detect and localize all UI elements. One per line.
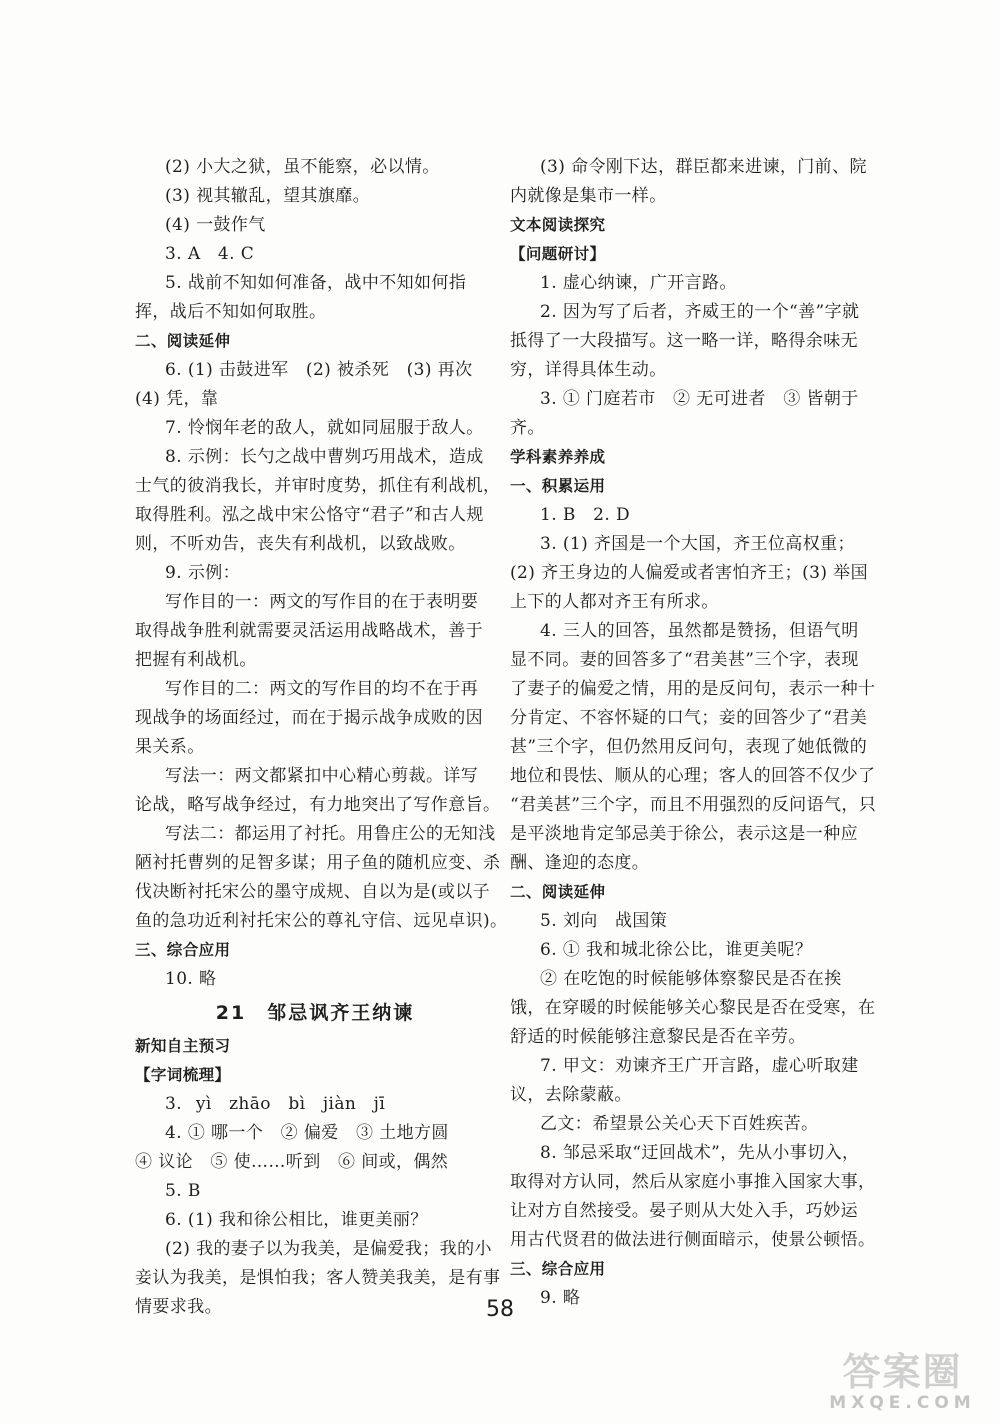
text-line: 4. 三人的回答，虽然都是赞扬，但语气明: [540, 621, 859, 641]
text-line: (4) 一鼓作气: [165, 215, 266, 235]
text-line: 取得对方认同，然后从家庭小事推入国家大事，: [510, 1172, 876, 1192]
section-heading: 新知自主预习: [135, 1037, 231, 1055]
text-line: 是平淡地肯定邹忌美于徐公，表示这是一种应: [510, 824, 858, 844]
text-line: 把握有利战机。: [135, 650, 257, 670]
text-line: 则，不听劝告，丧失有利战机，以致战败。: [135, 534, 466, 554]
text-line: 8. 邹忌采取“迂回战术”，先从小事切入，: [540, 1143, 860, 1163]
text-line: (2) 小大之狱，虽不能察，必以情。: [165, 157, 440, 177]
text-line: (3) 命令刚下达，群臣都来进谏，门前、院: [540, 157, 867, 177]
text-line: 6. ① 我和城北徐公比，谁更美呢？: [540, 940, 813, 960]
text-line: 挥，战后不知如何取胜。: [135, 302, 327, 322]
text-line: 4. ① 哪一个 ② 偏爱 ③ 土地方圆: [165, 1123, 449, 1143]
text-line: 现战争的场面经过，而在于揭示战争成败的因: [135, 708, 483, 728]
text-line: 3. (1) 齐国是一个大国，齐王位高权重；: [540, 534, 855, 554]
section-heading: 一、积累运用: [510, 477, 606, 495]
text-line: 7. 甲文：劝谏齐王广开言路，虚心听取建: [540, 1056, 859, 1076]
text-line: 写法一：两文都紧扣中心精心剪裁。详写: [165, 766, 479, 786]
text-line: 取得战争胜利就需要灵活运用战略战术，善于: [135, 621, 483, 641]
text-line: ④ 议论 ⑤ 使……听到 ⑥ 间或，偶然: [135, 1152, 449, 1172]
text-line: 取得胜利。泓之战中宋公恪守“君子”和古人规: [135, 505, 484, 525]
text-line: “君美甚”三个字，而且不用强烈的反问语气，只: [510, 795, 877, 815]
lesson-title: 21 邹忌讽齐王纳谏: [215, 1002, 415, 1024]
text-line: 伐决断衬托宋公的墨守成规、自以为是(或以子: [135, 882, 491, 902]
text-line: 3. A 4. C: [165, 244, 255, 264]
text-line: 饿，在穿暖的时候能够关心黎民是否在受寒，在: [510, 998, 876, 1018]
watermark-url: MXQE.COM: [829, 1393, 976, 1413]
text-line: 6. (1) 我和徐公相比，谁更美丽？: [165, 1210, 428, 1230]
text-line: 抵得了一大段描写。这一略一详，略得余味无: [510, 331, 858, 351]
section-heading: 文本阅读探究: [510, 216, 606, 234]
text-line: 5. 战前不知如何准备，战中不知如何指: [165, 273, 467, 293]
text-line: 8. 示例：长勺之战中曹刿巧用战术，造成: [165, 447, 484, 467]
text-line: 7. 怜悯年老的敌人，就如同屈服于敌人。: [165, 418, 484, 438]
text-line: 3. yì zhāo bì jiàn jī: [165, 1094, 386, 1114]
text-line: 果关系。: [135, 737, 205, 757]
text-line: 鱼的急功近利衬托宋公的尊礼守信、远见卓识)。: [135, 911, 508, 931]
text-line: 了妻子的偏爱之情，用的是反问句，表示一种十: [510, 679, 876, 699]
text-line: 士气的彼消我长，并审时度势，抓住有利战机，: [135, 476, 501, 496]
section-heading: 二、阅读延伸: [135, 332, 231, 350]
text-line: 乙文：希望景公关心天下百姓疾苦。: [540, 1114, 819, 1134]
page-number: 58: [486, 1297, 514, 1322]
text-line: (4) 凭，靠: [135, 389, 219, 409]
section-heading: 学科素养养成: [510, 448, 606, 466]
section-heading: 三、综合应用: [510, 1260, 606, 1278]
watermark-title: 答案圈: [842, 1350, 963, 1394]
text-line: 陋衬托曹刿的足智多谋；用子鱼的随机应变、杀: [135, 853, 501, 873]
text-line: 甚”三个字，但仍然用反问句，表现了她低微的: [510, 737, 868, 757]
right-column: [510, 153, 877, 1313]
text-line: 舒适的时候能够注意黎民是否在辛劳。: [510, 1027, 806, 1047]
text-line: 写法二：都运用了衬托。用鲁庄公的无知浅: [165, 824, 496, 844]
text-line: 用古代贤君的做法进行侧面暗示，使景公顿悟。: [510, 1230, 876, 1250]
watermark-logo: [815, 1352, 990, 1418]
text-line: 内就像是集市一样。: [510, 186, 667, 206]
text-line: ② 在吃饱的时候能够体察黎民是否在挨: [540, 969, 842, 989]
text-line: 让对方自然接受。晏子则从大处入手，巧妙运: [510, 1201, 858, 1221]
text-line: 1. B 2. D: [540, 505, 630, 525]
text-line: 3. ① 门庭若市 ② 无可进者 ③ 皆朝于: [540, 389, 859, 409]
text-line: 9. 示例：: [165, 563, 241, 583]
text-line: 5. B: [165, 1181, 201, 1201]
section-heading: 二、阅读延伸: [510, 883, 606, 901]
text-line: (2) 齐王身边的人偏爱或者害怕齐王；(3) 举国: [510, 563, 868, 583]
text-line: 穷，详得具体生动。: [510, 360, 667, 380]
section-heading: 三、综合应用: [135, 941, 231, 959]
text-line: 写作目的二：两文的写作目的均不在于再: [165, 679, 479, 699]
text-line: 论战，略写战争经过，有力地突出了写作意旨。: [135, 795, 501, 815]
section-heading: 【字词梳理】: [135, 1066, 231, 1084]
text-line: 分肯定、不容怀疑的口气；妾的回答少了“君美: [510, 708, 868, 728]
text-line: 10. 略: [165, 969, 217, 989]
text-line: 齐。: [510, 418, 545, 438]
text-line: 情要求我。: [135, 1297, 222, 1317]
text-line: 5. 刘向 战国策: [540, 911, 668, 931]
section-heading: 【问题研讨】: [510, 245, 606, 263]
text-line: 议，去除蒙蔽。: [510, 1085, 632, 1105]
text-line: 9. 略: [540, 1288, 581, 1308]
text-line: 6. (1) 击鼓进军 (2) 被杀死 (3) 再次: [165, 360, 473, 380]
text-line: 写作目的一：两文的写作目的在于表明要: [165, 592, 479, 612]
text-line: 酬、逢迎的态度。: [510, 853, 650, 873]
text-line: 1. 虚心纳谏，广开言路。: [540, 273, 737, 293]
text-line: (2) 我的妻子以为我美，是偏爱我；我的小: [165, 1239, 492, 1259]
text-line: 上下的人都对齐王有所求。: [510, 592, 719, 612]
text-line: (3) 视其辙乱，望其旗靡。: [165, 186, 371, 206]
text-line: 地位和畏怯、顺从的心理；客人的回答不仅少了: [510, 766, 876, 786]
text-line: 妾认为我美，是惧怕我；客人赞美我美，是有事: [135, 1268, 501, 1288]
text-line: 显不同。妻的回答多了“君美甚”三个字，表现: [510, 650, 859, 670]
text-line: 2. 因为写了后者，齐威王的一个“善”字就: [540, 302, 860, 322]
